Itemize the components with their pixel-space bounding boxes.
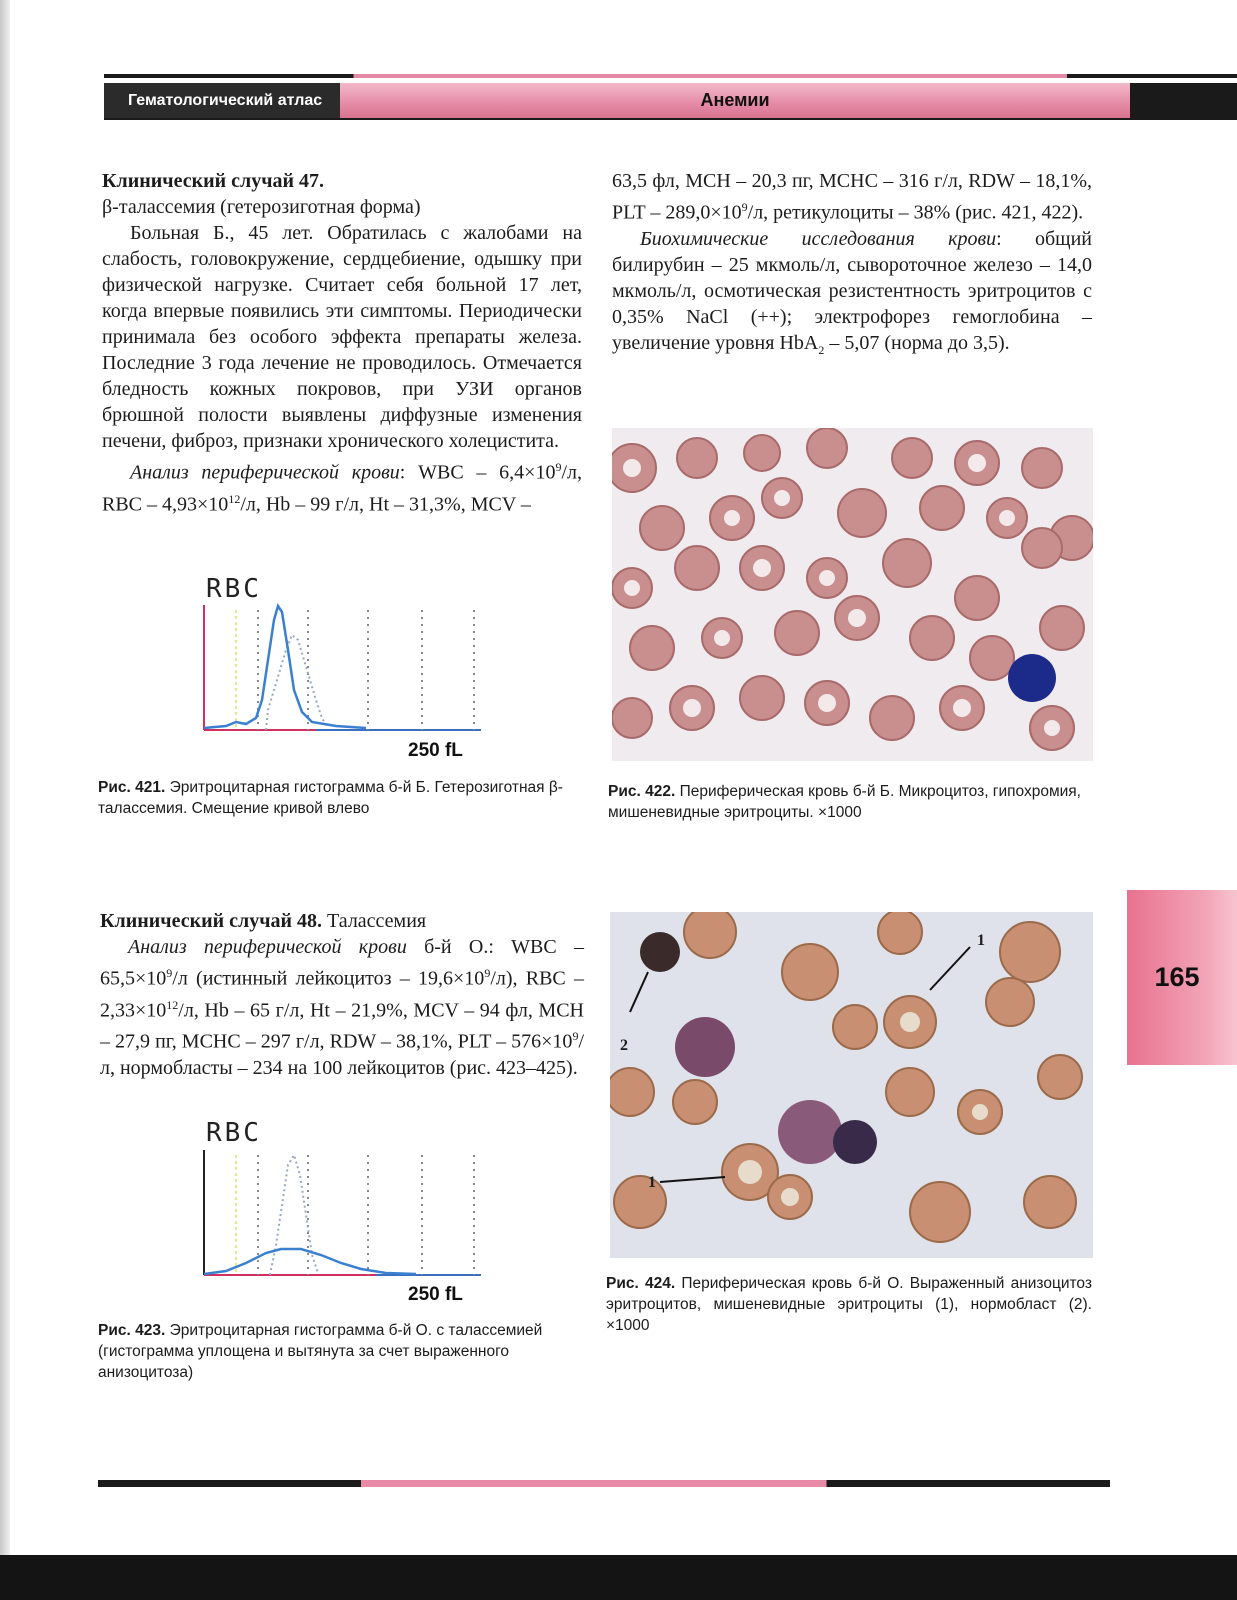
lymphocyte-cell [1008, 654, 1056, 702]
fig423-histogram [196, 1145, 496, 1285]
section-title: Анемии [340, 83, 1130, 118]
page-number: 165 [1154, 962, 1200, 992]
normal-curve [266, 635, 328, 730]
fig422-micrograph [612, 428, 1093, 761]
fig421-chart-title: RBC [206, 574, 262, 604]
text-b: /л (истинный лейкоцитоз – 19,6×10 [172, 967, 485, 990]
case47-blood-cont [612, 168, 1092, 226]
footer-rule [98, 1480, 1110, 1487]
exp: 9 [741, 200, 748, 214]
fig424-micrograph [610, 912, 1093, 1258]
header-top-rule [104, 74, 1237, 78]
case48-title: Клинический случай 48. [100, 910, 323, 932]
blood-smear-image [612, 428, 1093, 761]
bio-label: Биохимические исследования крови [640, 227, 997, 250]
blood-l1-end: /л, [561, 461, 582, 484]
blood-l2a: RBC – 4,93×10 [102, 493, 229, 516]
exp: 9 [555, 460, 562, 474]
exp: 12 [228, 491, 241, 506]
fig423-chart-title: RBC [206, 1118, 262, 1148]
label-1-top: 1 [977, 932, 985, 949]
case47-text [102, 168, 582, 517]
fig-caption-text: Периферическая кровь б-й Б. Микроцитоз, гипохромия, мишеневидные эритроциты. ×1000 [608, 783, 1081, 821]
label-2: 2 [620, 1037, 628, 1054]
text-e: /л, нормобласты – 234 на 100 лейкоцитов (рис. 423–425). [100, 1030, 584, 1079]
fig421-unit-label: 250 fL [408, 740, 463, 761]
scan-bottom-edge [0, 1555, 1237, 1600]
fig423-caption [98, 1320, 584, 1383]
fig-caption-text: Периферическая кровь б-й О. Выраженный анизоцитоз эритроцитов, мишеневидные эритроциты (1), нормобласт (2). ×1000 [606, 1275, 1092, 1334]
case47-biochem [612, 226, 1092, 363]
page-gutter-shadow [0, 0, 10, 1560]
fig-caption-text: Эритроцитарная гистограмма б-й О. с талассемией (гистограмма уплощена и вытянута за счет выраженного анизоцитоза) [98, 1322, 543, 1381]
sub: 2 [818, 342, 825, 357]
neutrophil-cell [778, 1100, 842, 1164]
bio-a: : общий билирубин – 25 мкмоль/л, сывороточное железо – 14,0 мкмоль/л, осмотическая резистентность эритроцитов с 0,35% NaCl (++); электрофорез гемоглобина – увеличение уровня HbA [612, 227, 1092, 354]
fig-number: Рис. 423. [98, 1322, 166, 1339]
blood-label: Анализ периферической крови [130, 461, 400, 484]
exp: 9 [484, 966, 491, 980]
blood-label: Анализ периферической крови [128, 936, 407, 958]
fig-caption-text: Эритроцитарная гистограмма б-й Б. Гетерозиготная β-талассемия. Смещение кривой влево [98, 779, 563, 817]
blood-l2b: /л, Hb – 99 г/л, Ht – 31,3%, MCV – [240, 493, 531, 516]
blood-smear-image [610, 912, 1093, 1258]
normoblast-cell [640, 932, 680, 972]
label-1-bottom: 1 [648, 1174, 656, 1191]
fig-number: Рис. 424. [606, 1275, 676, 1292]
fig423-unit-label: 250 fL [408, 1284, 463, 1305]
atlas-title: Гематологический атлас [104, 83, 340, 118]
text-d: /л, Hb – 65 г/л, Ht – 21,9%, MCV – 94 фл, МСН – 27,9 пг, МСНС – 297 г/л, RDW – 38,1%, PLT – 576×10 [100, 999, 584, 1053]
case47-continuation [612, 168, 1092, 363]
cont-a: 63,5 фл, МСН – 20,3 пг, МСНС – 316 г/л, RDW – 18,1%, PLT – 289,0×10 [612, 170, 1092, 224]
normal-curve [270, 1155, 318, 1275]
case47-history: Больная Б., 45 лет. Обратилась с жалобами на слабость, головокружение, сердцебиение, одышку при физической нагрузке. Считает себя больной 17 лет, когда впервые появились эти симптомы. Периодически принимала без особого эффекта препараты железа. Последние 3 года лечение не проводилось. Отмечается бледность кожных покровов, при УЗИ органов брюшной полости выявлены диффузные изменения печени, фиброз, признаки хронического холецистита. [102, 222, 582, 452]
fig421-histogram [196, 600, 496, 740]
header-bottom-rule [104, 118, 1237, 120]
exp: 9 [166, 966, 173, 980]
case47-blood-analysis [102, 454, 582, 517]
fig-number: Рис. 422. [608, 783, 676, 800]
patient-curve [204, 606, 366, 728]
fig424-caption [606, 1273, 1092, 1336]
fig421-caption [98, 777, 584, 819]
case48-heading [100, 908, 584, 934]
exp: 9 [572, 1029, 579, 1044]
text-a: б-й О.: WBC – 65,5×10 [100, 936, 584, 990]
bio-b: – 5,07 (норма до 3,5). [824, 331, 1010, 354]
blood-l1: : WBC – 6,4×10 [399, 461, 556, 484]
case47-diagnosis: β-талассемия (гетерозиготная форма) [102, 196, 421, 218]
case48-text [100, 908, 584, 1081]
header-right-block [1130, 83, 1237, 118]
text-c: /л), RBC – 2,33×10 [100, 967, 584, 1022]
neutrophil-cell [675, 1017, 735, 1077]
lymphocyte-cell [833, 1120, 877, 1164]
case48-diagnosis: Талассемия [322, 910, 427, 932]
case48-blood-analysis [100, 934, 584, 1081]
cont-b: /л, ретикулоциты – 38% (рис. 421, 422). [747, 201, 1084, 224]
fig422-caption [608, 781, 1094, 823]
case47-title: Клинический случай 47. [102, 170, 325, 192]
exp: 12 [166, 997, 179, 1012]
fig-number: Рис. 421. [98, 779, 166, 796]
